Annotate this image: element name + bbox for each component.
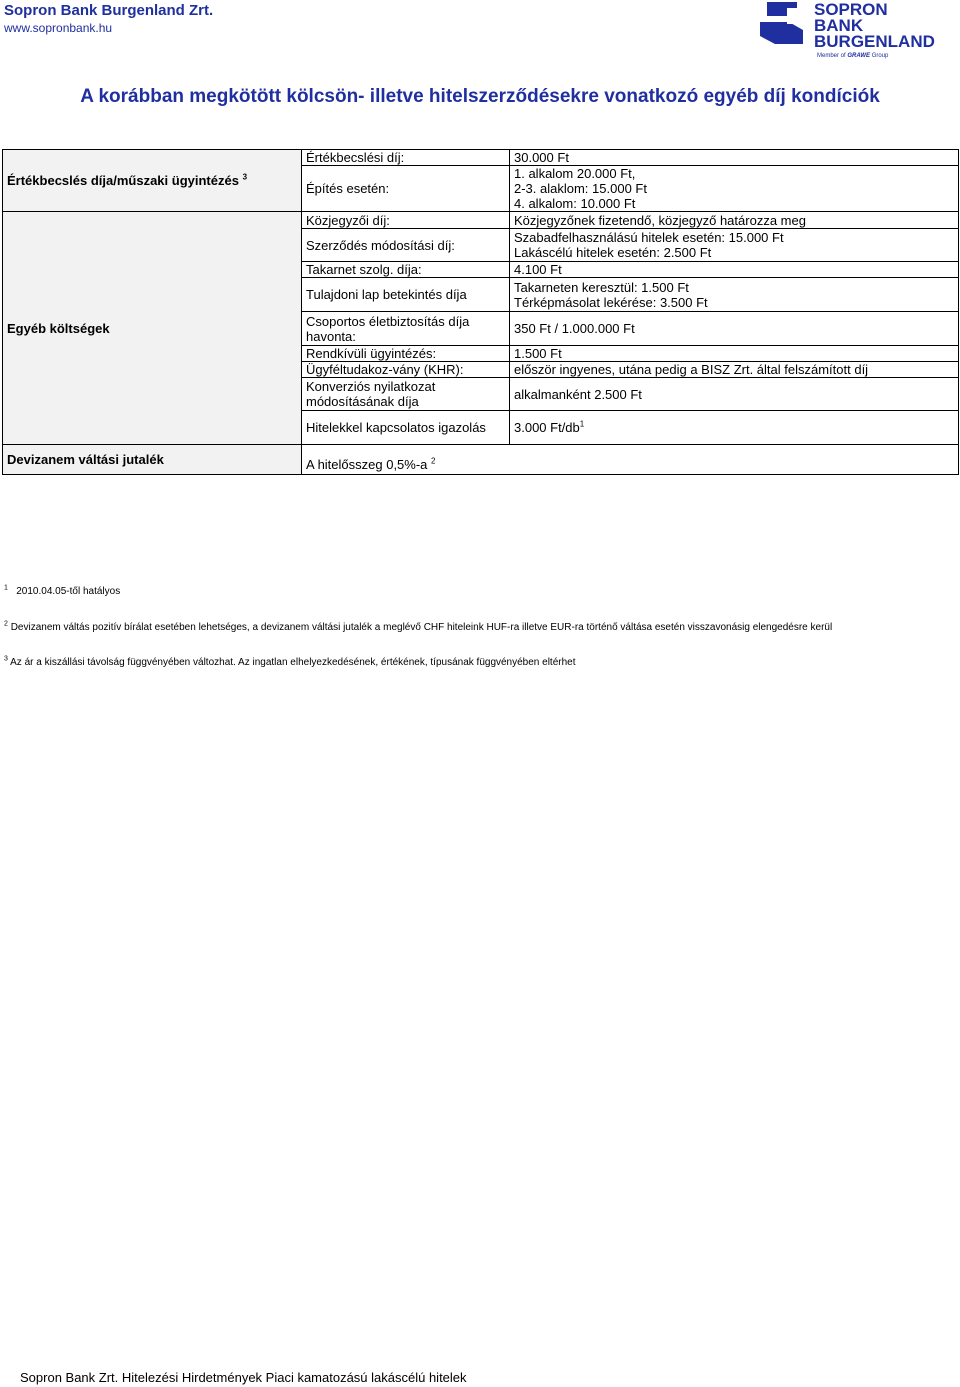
category-other-costs: Egyéb költségek [3,212,302,445]
category-valuation: Értékbecslés díja/műszaki ügyintézés $^3$ [3,150,302,212]
row-label: Szerződés módosítási díj: [302,229,510,262]
category-fx-commission: Devizanem váltási jutalék [3,445,302,475]
row-label: Ügyféltudakoz-vány (KHR): [302,362,510,378]
row-value: A hitelősszeg 0,5%-a $^2$ [302,445,959,475]
row-label: Konverziós nyilatkozat módosításának díja [302,378,510,411]
row-value: először ingyenes, utána pedig a BISZ Zrt. által felszámított díj [510,362,959,378]
fee-table [2,149,959,475]
row-label: Közjegyzői díj: [302,212,510,229]
row-value: Takarneten keresztül: 1.500 Ft Térképmásolat lekérése: 3.500 Ft [510,278,959,312]
footnote-3: $^3$ Az ár a kiszállási távolság függvényében változhat. Az ingatlan elhelyezkedésének, értékének, típusának függvényében eltérhet [4,655,576,668]
logo-line2: BANK [814,16,864,35]
row-value: 3.000 $Ft/db^1$ [510,411,959,445]
logo-member-suffix: Group [871,53,889,59]
row-label: Értékbecslési díj: [302,150,510,166]
row-label: Csoportos életbiztosítás díja havonta: [302,312,510,346]
row-value: 4.100 Ft [510,262,959,278]
row-label: Takarnet szolg. díja: [302,262,510,278]
row-label: Tulajdoni lap betekintés díja [302,278,510,312]
page-footer: Sopron Bank Zrt. Hitelezési Hirdetmények Piaci kamatozású lakáscélú hitelek [20,1370,467,1385]
row-value: Közjegyzőnek fizetendő, közjegyző határozza meg [510,212,959,229]
bank-website-link[interactable]: www.sopronbank.hu [4,21,113,35]
row-label: Hitelekkel kapcsolatos igazolás [302,411,510,445]
row-label: Rendkívüli ügyintézés: [302,346,510,362]
row-value: 1.500 Ft [510,346,959,362]
logo-member-prefix: Member of [817,53,846,59]
page-title: A korábban megkötött kölcsön- illetve hitelszerződésekre vonatkozó egyéb díj kondíciók [80,86,880,107]
table-row [3,212,959,229]
row-value: alkalmanként 2.500 Ft [510,378,959,411]
row-value: 30.000 Ft [510,150,959,166]
row-value: 1. alkalom 20.000 Ft, 2-3. alaklom: 15.000 Ft 4. alkalom: 10.000 Ft [510,166,959,212]
svg-text:Member of GRAWE Gr [817,53,889,59]
row-label: Építés esetén: [302,166,510,212]
logo-line1: SOPRON [814,0,888,19]
logo-line3: BURGENLAND [814,32,935,51]
table-row [3,150,959,166]
logo-member-brand: GRAWE [847,53,871,59]
footnote-1: $^1$ 2010.04.05-től hatályos [4,584,121,597]
row-value: 350 Ft / 1.000.000 Ft [510,312,959,346]
table-row [3,445,959,475]
bank-name: Sopron Bank Burgenland Zrt. [4,2,214,19]
sopron-bank-logo [757,0,957,60]
row-value: Szabadfelhasználású hitelek esetén: 15.000 Ft Lakáscélú hitelek esetén: 2.500 Ft [510,229,959,262]
footnote-2: $^2$ Devizanem váltás pozitív bírálat esetében lehetséges, a devizanem váltási jutalék a meglévő CHF hiteleink HUF-ra illetve EUR-ra történő váltása esetén visszavonásig elengedésre kerül [4,620,833,633]
